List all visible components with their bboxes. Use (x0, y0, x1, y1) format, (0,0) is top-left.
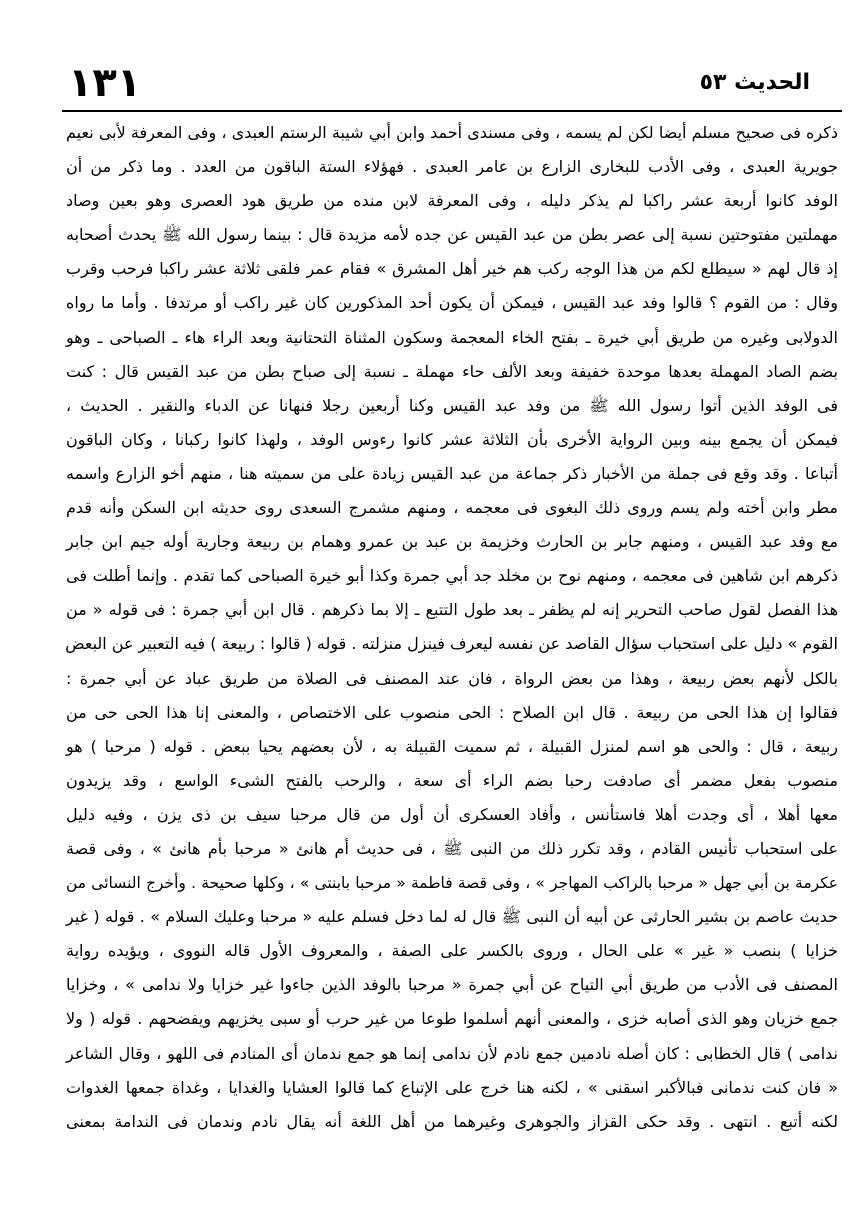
text-line: وقال : من القوم ؟ قالوا وفد عبد القيس ، فيمكن أن يكون أحد المذكورين كان غير راكب أو مرتدفا . وأما ما رواه (66, 293, 838, 313)
text-line: « فان كنت ندمانى فبالأكبر اسقنى » ، لكنه هنا خرج على الإتباع كما قالوا العشايا والغدايا ، وغداة جمعها الغدوات (66, 1077, 838, 1097)
text-line: فيمكن أن يجمع بينه وبين الرواية الأخرى بأن الثلاثة عشر كانوا رءوس الوفد ، ولهذا كانوا ركبانا ، وكان الباقون (66, 429, 838, 449)
text-line: بالكل لأنهم بعض ربيعة ، وهذا من بعض الرواة ، فان عند المصنف فى الصلاة من طريق عباد عن أبي جمرة : (66, 668, 838, 688)
text-line: ربيعة ، قال : والحى هو اسم لمنزل القبيلة ، ثم سميت القبيلة به ، لأن بعضهم يحيا ببعض . قوله ( مرحبا ) هو (66, 736, 838, 756)
text-line: الدولابى وغيره من طريق أبي خيرة ـ بفتح الخاء المعجمة وسكون المثناة التحتانية وبعد الراء هاء ـ الصباحى ـ وهو (66, 327, 838, 347)
text-line: جمع خزيان وهو الذى أصابه خزى ، والمعنى أنهم أسلموا طوعا من غير حرب أو سبى يخزيهم ويفضحهم . قوله ( ولا (66, 1009, 838, 1029)
text-line: المصنف فى الأدب من طريق أبي التياح عن أبي جمرة « مرحبا بالوفد الذين جاءوا غير خزايا ولا ندامى » ، وخزايا (66, 975, 838, 995)
text-line: جويرية العبدى ، وفى الأدب للبخارى الزارع بن عامر العبدى . فهؤلاء الستة الباقون من العدد . وما ذكر من أن (66, 157, 838, 177)
text-line: منصوب بفعل مضمر أى صادفت رحبا بضم الراء أى سعة ، والرحب بالفتح الشىء الواسع ، وقد يزيدون (66, 770, 838, 790)
text-line: ذكره فى صحيح مسلم أيضا لكن لم يسمه ، وفى مسندى أحمد وابن أبي شيبة الرستم العبدى ، وفى المعرفة لأبى نعيم (66, 123, 838, 142)
text-line: معها أهلا ، أى وجدت أهلا فاستأنس ، وأفاد العسكرى أن أول من قال مرحبا سيف بن ذى يزن ، وفيه دليل (66, 804, 838, 824)
running-header-chapter: الحديث ٥٣ (699, 70, 810, 95)
text-line: ندامى ) قال الخطابى : كان أصله نادمين جمع نادم لأن ندامى إنما هو جمع ندمان أى المنادم فى اللهو ، وقال الشاعر (66, 1043, 838, 1063)
text-line: هذا الفصل لقول صاحب التحرير إنه لم يظفر ـ بعد طول التتبع ـ إلا بما ذكرهم . قال ابن أبي جمرة : فى قوله « من (66, 600, 838, 620)
page-body-text (66, 116, 838, 1139)
page-number: ١٣١ (68, 60, 142, 106)
text-line: مهملتين مفتوحتين نسبة إلى عصر بطن من عبد القيس عن جده لأمه مزيدة قال : بينما رسول الله ﷺ يحدث أصحابه (66, 225, 838, 245)
text-line: القوم » دليل على استحباب سؤال القاصد عن نفسه ليعرف فينزل منزلته . قوله ( قالوا : ربيعة ) فيه التعبير عن البعض (65, 634, 838, 654)
text-line: لكنه أتبع . انتهى . وقد حكى القزاز والجوهرى وغيرهما من أهل اللغة أنه يقال نادم وندمان فى الندامة بمعنى (66, 1111, 838, 1131)
text-line: بضم الصاد المهملة بعدها موحدة خفيفة وبعد الألف حاء مهملة ـ نسبة إلى صباح بطن من عبد القيس قال : كنت (66, 361, 838, 381)
text-line: إذ قال لهم « سيطلع لكم من هذا الوجه ركب هم خير أهل المشرق » فقام عمر فلقى ثلاثة عشر راكبا فرحب وقرب (66, 259, 838, 279)
text-line: الوفد كانوا أربعة عشر راكبا لم يذكر دليله ، وفى المعرفة لابن منده من طريق هود العصرى وهو بعين وصاد (66, 191, 838, 211)
text-line: مطر وابن أخته ولم يسم وروى ذلك البغوى فى معجمه ، ومنهم مشمرج السعدى روى حديثه ابن السكن وأنه قدم (66, 498, 838, 518)
text-line: فقالوا إن هذا الحى من ربيعة . قال ابن الصلاح : الحى منصوب على الاختصاص ، والمعنى إنا هذا الحى حى من (66, 702, 838, 722)
text-line: ذكرهم ابن شاهين فى معجمه ، ومنهم نوح بن مخلد جد أبي جمرة وكذا أبو خيرة الصباحى كما تقدم . وإنما أطلت فى (66, 566, 838, 586)
text-line: خزايا ) بنصب « غير » على الحال ، وروى بالكسر على الصفة ، والمعروف الأول قاله النووى ، ويؤيده رواية (66, 941, 838, 961)
text-line: أتباعا . وقد وقع فى جملة من الأخبار ذكر جماعة من عبد القيس زيادة على من سميته هنا ، منهم أخو الزارع واسمه (66, 463, 838, 483)
text-line: على استحباب تأنيس القادم ، وقد تكرر ذلك من النبى ﷺ ، فى حديث أم هانئ « مرحبا بأم هانئ » ، وفى قصة (66, 838, 838, 858)
header-rule (62, 110, 842, 112)
text-line: مع وفد عبد القيس ، ومنهم جابر بن الحارث وخزيمة بن عبد بن عمرو وهمام بن ربيعة وجارية أوله جيم ابن جابر (66, 532, 838, 552)
text-line: فى الوفد الذين أتوا رسول الله ﷺ من وفد عبد القيس وكنا أربعين رجلا فنهانا عن الدباء والنقير . الحديث ، (66, 395, 838, 415)
text-line: عكرمة بن أبي جهل « مرحبا بالراكب المهاجر » ، وفى قصة فاطمة « مرحبا بابنتى » ، وكلها صحيحة . وأخرج النسائى من (66, 874, 838, 893)
text-line: حديث عاصم بن بشير الحارثى عن أبيه أن النبى ﷺ قال له لما دخل فسلم عليه « مرحبا وعليك السلام » . قوله ( غير (66, 907, 838, 927)
